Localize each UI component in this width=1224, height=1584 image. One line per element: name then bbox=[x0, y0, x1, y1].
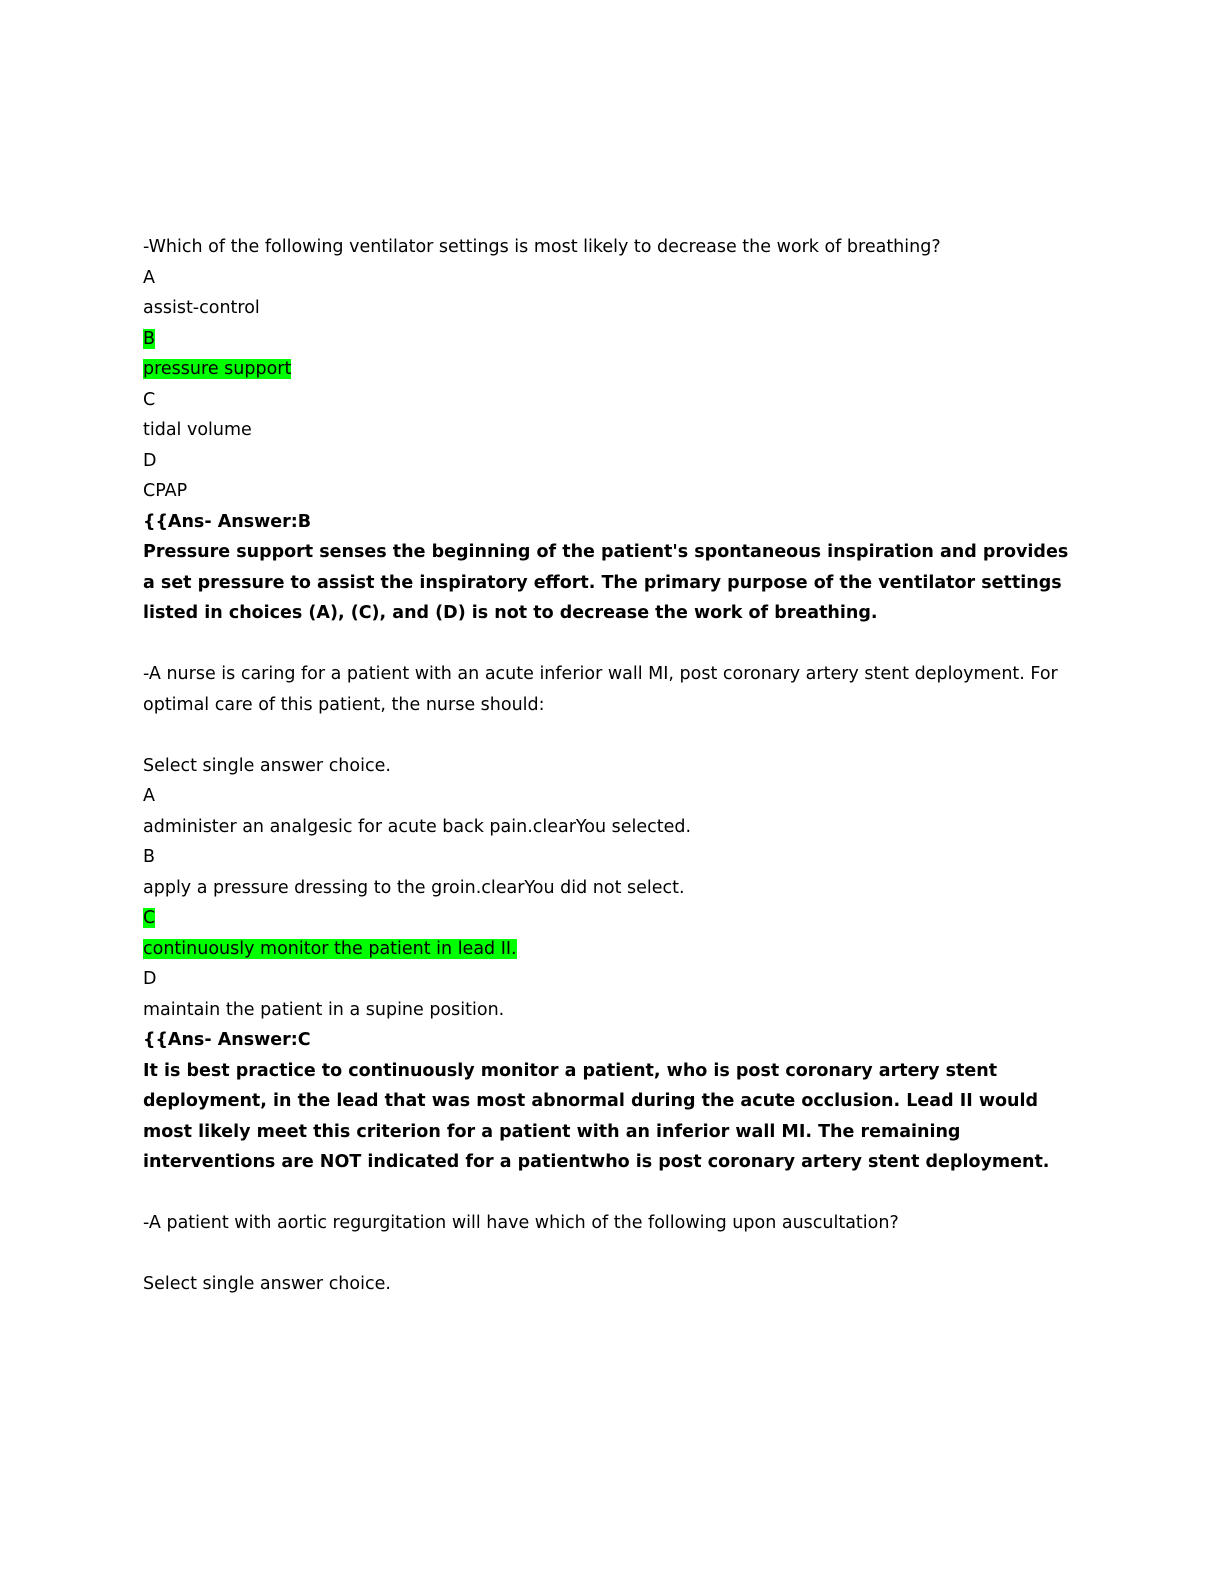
option-text: assist-control bbox=[143, 298, 260, 318]
question-2 bbox=[143, 659, 1083, 1178]
option-letter: D bbox=[143, 450, 157, 471]
question-3-stem: -A patient with aortic regurgitation will have which of the following upon auscultation? bbox=[143, 1213, 899, 1233]
option-text: maintain the patient in a supine position. bbox=[143, 999, 505, 1020]
option-letter: C bbox=[143, 389, 156, 410]
document-page bbox=[143, 232, 1083, 1300]
option-letter: A bbox=[143, 267, 155, 288]
option-letter: B bbox=[143, 847, 156, 867]
answer-explanation: Pressure support senses the beginning of the patient's spontaneous inspiration and provides a set pressure to assist the inspiratory effort. The primary purpose of the ventilator settings listed in choices (A), (C), and (D) is not to decrease the work of breathing. bbox=[143, 542, 1069, 623]
correct-option-letter: B bbox=[143, 328, 156, 349]
option-text: administer an analgesic for acute back pain.clearYou selected. bbox=[143, 816, 692, 837]
answer-header: {{Ans- Answer:C bbox=[143, 1030, 311, 1050]
question-1 bbox=[143, 232, 1083, 629]
option-text: apply a pressure dressing to the groin.clearYou did not select. bbox=[143, 877, 685, 898]
option-text: CPAP bbox=[143, 481, 188, 501]
instruction-text: Select single answer choice. bbox=[143, 1274, 391, 1294]
option-letter: D bbox=[143, 969, 157, 989]
question-3 bbox=[143, 1208, 1083, 1300]
instruction-text: Select single answer choice. bbox=[143, 755, 391, 776]
question-2-stem: -A nurse is caring for a patient with an acute inferior wall MI, post coronary artery stent deployment. For optimal care of this patient, the nurse should: bbox=[143, 664, 1058, 715]
correct-option-text: continuously monitor the patient in lead II. bbox=[143, 938, 517, 959]
option-text: tidal volume bbox=[143, 420, 252, 440]
answer-header: {{Ans- Answer:B bbox=[143, 511, 312, 532]
question-1-stem: -Which of the following ventilator settings is most likely to decrease the work of breathing? bbox=[143, 237, 941, 257]
correct-option-letter: C bbox=[143, 908, 156, 928]
correct-option-text: pressure support bbox=[143, 359, 292, 379]
answer-explanation: It is best practice to continuously monitor a patient, who is post coronary artery stent deployment, in the lead that was most abnormal during the acute occlusion. Lead II would most likely meet this criterion for a patient with an inferior wall MI. The remaining interventions are NOT indicated for a patientwho is post coronary artery stent deployment. bbox=[143, 1060, 1050, 1172]
option-letter: A bbox=[143, 786, 155, 806]
